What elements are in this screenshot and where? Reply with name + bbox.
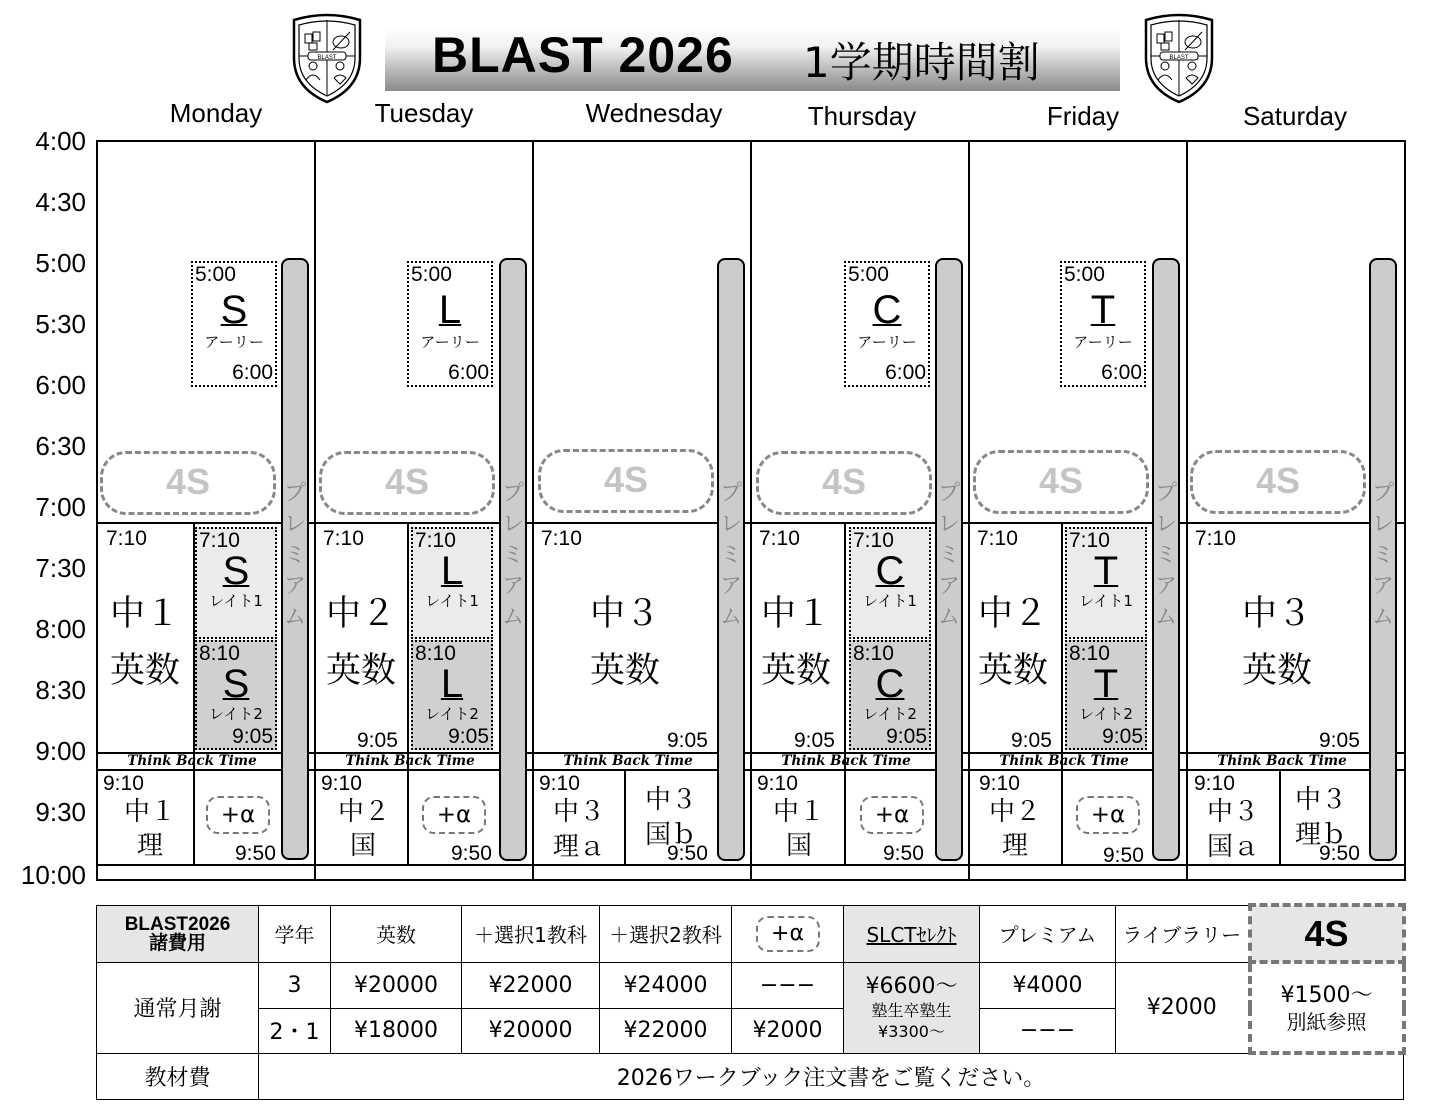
fee-header: 学年 <box>259 905 331 962</box>
after-start-time: 9:10 <box>979 772 1020 795</box>
four-s-block: 4S <box>756 451 932 515</box>
fee-header: SLCTｾﾚｸﾄ <box>844 905 980 962</box>
fee-header: ＋選択2教科 <box>600 905 732 962</box>
early-block-monday: 5:00 S アーリー 6:00 <box>191 261 277 387</box>
main-start-time: 7:10 <box>541 527 582 550</box>
early-block-friday: 5:00 T アーリー 6:00 <box>1060 261 1146 387</box>
after-grade-b: 中３ <box>1295 785 1348 815</box>
main-subject: 英数 <box>590 651 661 691</box>
main-end-time: 9:05 <box>794 729 835 752</box>
plus-alpha-block: +α <box>422 796 486 834</box>
main-start-time: 7:10 <box>977 527 1018 550</box>
day-header-friday: Friday <box>1046 101 1120 131</box>
premium-bar: プレミアム <box>935 258 963 861</box>
fee-header-plus-alpha: +α <box>732 905 844 962</box>
after-subject-a: 国ａ <box>1207 832 1260 862</box>
fee-title-cell: BLAST2026 諸費用 <box>97 905 259 962</box>
after-grade-a: 中３ <box>553 797 606 827</box>
sub-divider <box>624 770 626 865</box>
four-s-block: 4S <box>1190 450 1366 514</box>
main-end-time: 9:05 <box>357 729 398 752</box>
time-label: 5:30 <box>35 309 86 339</box>
premium-bar: プレミアム <box>499 258 527 861</box>
fee-cell: ¥18000 <box>331 1008 462 1053</box>
plus-alpha-block: +α <box>206 796 270 834</box>
after-subject: 国 <box>786 831 813 861</box>
fee-cell: −−− <box>732 962 844 1008</box>
svg-text:BLAST: BLAST <box>1169 55 1189 61</box>
fee-cell: ¥22000 <box>600 1008 732 1053</box>
fee-grade: 3 <box>259 962 331 1008</box>
main-grade: 中２ <box>326 594 397 634</box>
main-end-time: 9:05 <box>1011 729 1052 752</box>
after-end-time: 9:50 <box>1319 842 1360 865</box>
late2-block-tuesday: 8:10 L レイト2 9:05 <box>411 640 493 750</box>
after-end-time: 9:50 <box>1103 844 1144 867</box>
main-subject: 英数 <box>110 651 181 691</box>
after-grade: 中２ <box>989 797 1042 827</box>
late1-block-friday: 7:10 T レイト1 <box>1065 527 1147 639</box>
after-subject: 国 <box>350 831 377 861</box>
svg-text:BLAST: BLAST <box>317 55 337 61</box>
slct-fee-cell: ¥6600〜 塾生卒塾生 ¥3300〜 <box>844 962 980 1053</box>
sub-divider <box>1061 522 1063 865</box>
late2-block-thursday: 8:10 C レイト2 9:05 <box>849 640 931 750</box>
after-start-time: 9:10 <box>321 772 362 795</box>
plus-alpha-block: +α <box>1076 796 1140 834</box>
main-grade: 中３ <box>590 594 661 634</box>
four-s-block: 4S <box>100 451 276 515</box>
day-header-monday: Monday <box>169 98 263 128</box>
fee-cell: −−− <box>980 1008 1116 1053</box>
day-header-saturday: Saturday <box>1242 101 1348 131</box>
four-s-block: 4S <box>319 451 495 515</box>
main-subject: 英数 <box>761 651 832 691</box>
after-start-time: 9:10 <box>1194 772 1235 795</box>
fee-cell: ¥22000 <box>462 962 600 1008</box>
fee-cell: ¥20000 <box>331 962 462 1008</box>
after-grade: 中１ <box>124 797 177 827</box>
time-label: 4:00 <box>35 126 86 156</box>
time-label: 8:30 <box>35 675 86 705</box>
sub-divider <box>407 522 409 865</box>
fee-cell: ¥2000 <box>732 1008 844 1053</box>
page-subtitle: 1学期時間割 <box>803 38 1040 87</box>
premium-bar: プレミアム <box>281 258 309 860</box>
after-start-time: 9:10 <box>539 772 580 795</box>
premium-bar: プレミアム <box>717 258 745 861</box>
day-header-tuesday: Tuesday <box>374 98 474 128</box>
after-end-time: 9:50 <box>451 842 492 865</box>
late1-block-monday: 7:10 S レイト1 <box>195 527 277 639</box>
fee-header: 英数 <box>331 905 462 962</box>
fee-grade: 2・1 <box>259 1008 331 1053</box>
four-s-block: 4S <box>538 449 714 513</box>
col-divider <box>750 140 752 881</box>
main-subject: 英数 <box>1242 651 1313 691</box>
after-subject: 理 <box>137 831 164 861</box>
premium-bar: プレミアム <box>1152 258 1180 861</box>
think-back-label: Think Back Time <box>345 753 475 769</box>
col-divider <box>314 140 316 881</box>
late2-block-monday: 8:10 S レイト2 9:05 <box>195 640 277 750</box>
main-end-time: 9:05 <box>667 729 708 752</box>
fee-table <box>96 903 1406 1100</box>
sub-divider <box>1279 770 1281 865</box>
fee-header: ライブラリー <box>1116 905 1250 962</box>
after-end-time: 9:50 <box>883 842 924 865</box>
day-header-wednesday: Wednesday <box>585 98 723 128</box>
late1-block-tuesday: 7:10 L レイト1 <box>411 527 493 639</box>
time-label: 10:00 <box>20 860 86 890</box>
col-divider <box>1186 140 1188 881</box>
time-label: 4:30 <box>35 187 86 217</box>
fee-cell: ¥24000 <box>600 962 732 1008</box>
main-grade: 中１ <box>761 594 832 634</box>
time-label: 7:30 <box>35 553 86 583</box>
time-label: 8:00 <box>35 614 86 644</box>
premium-bar: プレミアム <box>1369 258 1397 861</box>
time-label: 6:00 <box>35 370 86 400</box>
think-back-label: Think Back Time <box>563 753 693 769</box>
main-subject: 英数 <box>978 651 1049 691</box>
crest-logo-right <box>1140 12 1218 104</box>
after-grade: 中２ <box>338 797 391 827</box>
time-label: 9:30 <box>35 797 86 827</box>
main-start-time: 7:10 <box>323 527 364 550</box>
main-start-time: 7:10 <box>759 527 800 550</box>
fee-header-four-s: 4S <box>1250 905 1404 962</box>
early-block-thursday: 5:00 C アーリー 6:00 <box>844 261 930 387</box>
time-label: 6:30 <box>35 431 86 461</box>
fee-header: ＋選択1教科 <box>462 905 600 962</box>
materials-label: 教材費 <box>97 1053 259 1099</box>
after-end-time: 9:50 <box>235 842 276 865</box>
after-subject-b: 理ｂ <box>1295 820 1348 850</box>
sub-divider <box>844 522 846 865</box>
after-start-time: 9:10 <box>757 772 798 795</box>
fee-cell: ¥20000 <box>462 1008 600 1053</box>
after-grade: 中１ <box>773 797 826 827</box>
fee-cell: ¥4000 <box>980 962 1116 1008</box>
think-back-label: Think Back Time <box>1217 753 1347 769</box>
after-start-time: 9:10 <box>103 772 144 795</box>
fee-header: プレミアム <box>980 905 1116 962</box>
late1-block-thursday: 7:10 C レイト1 <box>849 527 931 639</box>
after-end-time: 9:50 <box>667 842 708 865</box>
think-back-label: Think Back Time <box>999 753 1129 769</box>
after-subject-b: 国ｂ <box>645 820 698 850</box>
main-end-time: 9:05 <box>1319 729 1360 752</box>
main-grade: 中１ <box>110 594 181 634</box>
four-s-fee-cell: ¥1500〜 別紙参照 <box>1250 962 1404 1053</box>
col-divider <box>532 140 534 881</box>
materials-note: 2026ワークブック注文書をご覧ください。 <box>259 1053 1404 1099</box>
day-header-thursday: Thursday <box>807 101 917 131</box>
main-subject: 英数 <box>326 651 397 691</box>
crest-logo-left <box>288 12 366 104</box>
library-fee-cell: ¥2000 <box>1116 962 1250 1053</box>
monthly-label: 通常月謝 <box>97 962 259 1053</box>
time-label: 7:00 <box>35 492 86 522</box>
after-subject-a: 理ａ <box>553 832 606 862</box>
plus-alpha-block: +α <box>860 796 924 834</box>
after-grade-a: 中３ <box>1207 797 1260 827</box>
col-divider <box>968 140 970 881</box>
four-s-block: 4S <box>973 450 1149 514</box>
main-start-time: 7:10 <box>106 527 147 550</box>
page-title: BLAST 2026 <box>432 27 734 83</box>
after-subject: 理 <box>1002 831 1029 861</box>
main-grade: 中３ <box>1242 594 1313 634</box>
main-start-time: 7:10 <box>1195 527 1236 550</box>
late2-block-friday: 8:10 T レイト2 9:05 <box>1065 640 1147 750</box>
main-grade: 中２ <box>978 594 1049 634</box>
after-grade-b: 中３ <box>645 785 698 815</box>
think-back-label: Think Back Time <box>781 753 911 769</box>
think-back-label: Think Back Time <box>127 753 257 769</box>
time-label: 5:00 <box>35 248 86 278</box>
early-block-tuesday: 5:00 L アーリー 6:00 <box>407 261 493 387</box>
time-label: 9:00 <box>35 736 86 766</box>
